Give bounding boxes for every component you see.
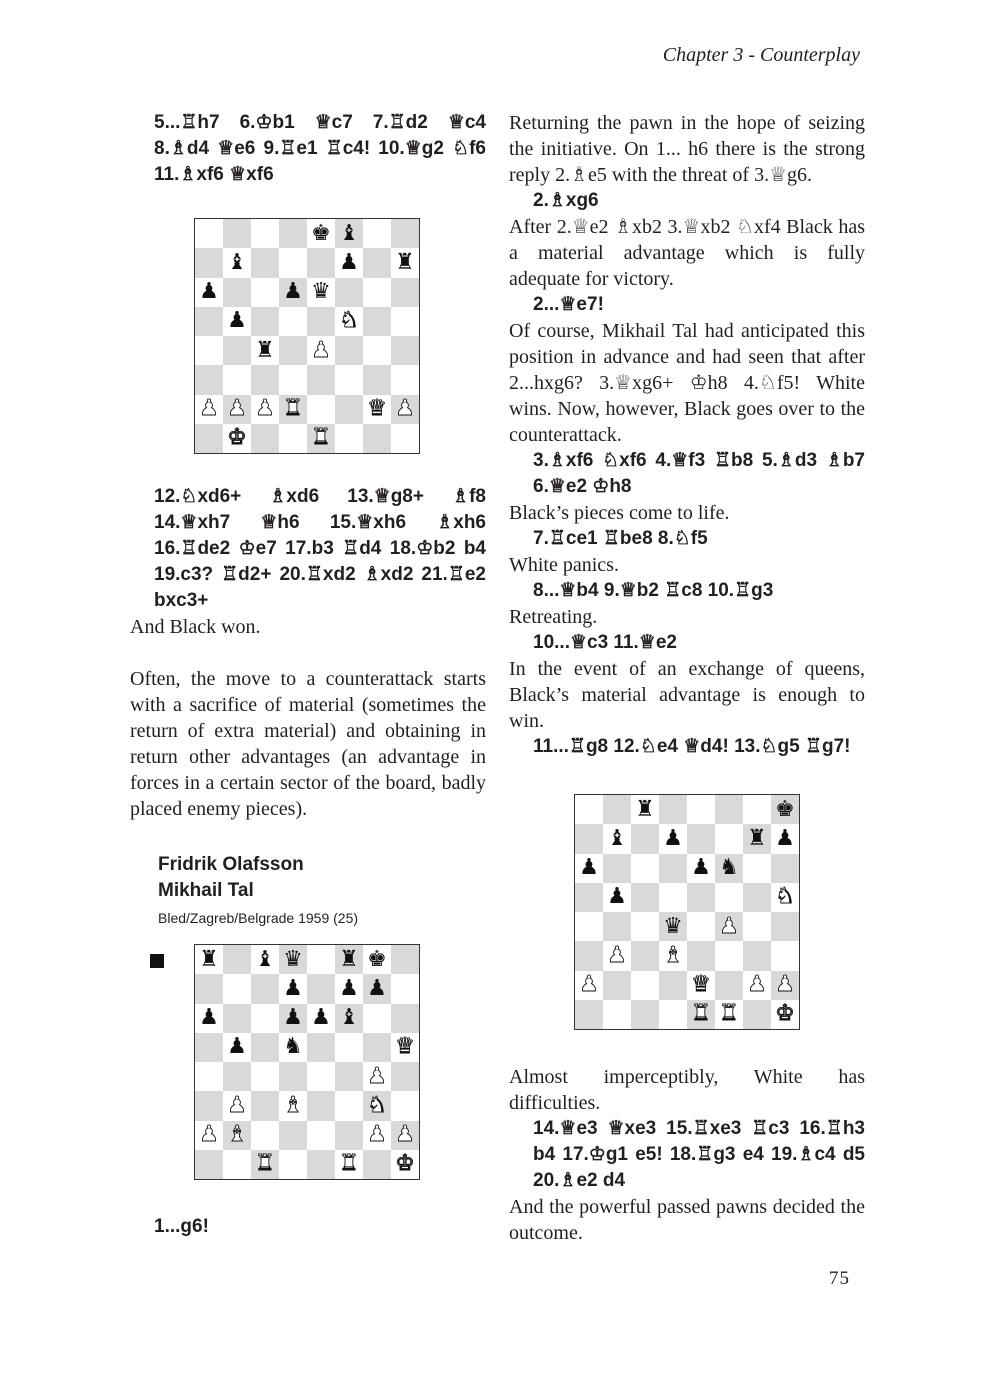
board-square: [391, 1091, 419, 1120]
black-pawn-icon: ♟: [227, 1034, 247, 1060]
board-square: [279, 1091, 307, 1120]
board-square: [687, 912, 715, 941]
board-square: [307, 1004, 335, 1033]
board-square: [771, 795, 799, 824]
board-square: [687, 824, 715, 853]
board-square: [251, 1062, 279, 1091]
board-square: [659, 1000, 687, 1029]
board-square: [279, 1033, 307, 1062]
black-king-icon: ♚: [311, 220, 331, 246]
white-queen-icon: ♛: [691, 972, 711, 998]
black-bishop-icon: ♝: [255, 946, 275, 972]
white-pawn-icon: ♟: [367, 1122, 387, 1148]
white-pawn-icon: ♟: [255, 396, 275, 422]
board-square: [335, 278, 363, 307]
board-square: [307, 974, 335, 1003]
black-to-move-marker: [150, 954, 164, 968]
board-square: [307, 1033, 335, 1062]
white-bishop-icon: ♝: [663, 942, 683, 968]
white-pawn-icon: ♟: [199, 1122, 219, 1148]
board-square: [743, 824, 771, 853]
board-square: [771, 1000, 799, 1029]
moves-text: 7.♖ce1 ♖be8 8.♘f5: [533, 528, 708, 549]
board-square: [715, 941, 743, 970]
board-square: [335, 248, 363, 277]
board-square: [391, 974, 419, 1003]
white-pawn-icon: ♟: [719, 913, 739, 939]
board-square: [659, 824, 687, 853]
board-square: [575, 1000, 603, 1029]
board-square: [307, 1121, 335, 1150]
white-knight-icon: ♞: [775, 884, 795, 910]
white-pawn-icon: ♟: [579, 972, 599, 998]
board-square: [195, 307, 223, 336]
board-square: [195, 945, 223, 974]
board-square: [279, 219, 307, 248]
board-square: [279, 1004, 307, 1033]
board-square: [279, 248, 307, 277]
moves-text: 1...g6!: [154, 1216, 209, 1237]
white-pawn-icon: ♟: [607, 942, 627, 968]
black-pawn-icon: ♟: [339, 975, 359, 1001]
board-square: [391, 248, 419, 277]
board-square: [335, 1033, 363, 1062]
board-square: [771, 912, 799, 941]
white-pawn-icon: ♟: [199, 396, 219, 422]
board-square: [223, 1121, 251, 1150]
moves-text: 2...♕e7!: [533, 294, 604, 315]
board-square: [195, 974, 223, 1003]
moves-text: 12.♘xd6+ ♗xd6 13.♕g8+ ♗f8 14.♕xh7 ♕h6 15.♕xh6 ♗xh6 16.♖de2 ♔e7 17.b3 ♖d4 18.♔b2 b4 19.c3? ♖d2+ 20.♖xd2 ♗xd2 21.♖e2 bxc3+: [154, 486, 486, 611]
paragraph: And Black won.: [130, 616, 261, 638]
black-bishop-icon: ♝: [227, 249, 247, 275]
paragraph: Retreating.: [509, 606, 598, 628]
board-square: [603, 854, 631, 883]
board-square: [307, 395, 335, 424]
board-square: [743, 795, 771, 824]
board-square: [307, 248, 335, 277]
board-square: [279, 945, 307, 974]
board-square: [223, 395, 251, 424]
white-king-icon: ♚: [395, 1151, 415, 1177]
board-square: [603, 912, 631, 941]
board-square: [363, 365, 391, 394]
board-square: [363, 219, 391, 248]
board-square: [251, 1004, 279, 1033]
black-queen-icon: ♛: [283, 946, 303, 972]
board-square: [771, 824, 799, 853]
board-square: [307, 945, 335, 974]
board-square: [195, 278, 223, 307]
board-square: [715, 854, 743, 883]
white-pawn-icon: ♟: [395, 396, 415, 422]
white-pawn-icon: ♟: [395, 1122, 415, 1148]
black-pawn-icon: ♟: [227, 308, 247, 334]
board-square: [603, 883, 631, 912]
paragraph: After 2.♕e2 ♗xb2 3.♕xb2 ♘xf4 Black has a material advantage which is fully adequate for victory.: [509, 216, 865, 290]
white-queen-icon: ♛: [367, 396, 387, 422]
paragraph: And the powerful passed pawns decided the outcome.: [509, 1196, 865, 1244]
board-square: [335, 945, 363, 974]
board-square: [279, 974, 307, 1003]
black-pawn-icon: ♟: [607, 884, 627, 910]
chess-diagram-3: [574, 794, 800, 1030]
board-square: [307, 1091, 335, 1120]
board-square: [391, 1150, 419, 1179]
white-rook-icon: ♜: [719, 1001, 739, 1027]
black-bishop-icon: ♝: [339, 1005, 359, 1031]
board-square: [251, 278, 279, 307]
board-square: [715, 824, 743, 853]
board-square: [195, 1121, 223, 1150]
board-square: [307, 278, 335, 307]
board-square: [363, 974, 391, 1003]
board-square: [743, 854, 771, 883]
black-player: Mikhail Tal: [158, 880, 254, 901]
board-square: [391, 278, 419, 307]
board-square: [223, 336, 251, 365]
black-knight-icon: ♞: [283, 1034, 303, 1060]
board-square: [223, 424, 251, 453]
board-square: [687, 941, 715, 970]
board-square: [223, 248, 251, 277]
board-square: [223, 1150, 251, 1179]
board-square: [335, 1004, 363, 1033]
board-square: [251, 1091, 279, 1120]
board-square: [659, 883, 687, 912]
board-square: [195, 1004, 223, 1033]
board-square: [391, 1062, 419, 1091]
board-square: [391, 395, 419, 424]
white-pawn-icon: ♟: [227, 396, 247, 422]
black-king-icon: ♚: [367, 946, 387, 972]
moves-text: 5...♖h7 6.♔b1 ♕c7 7.♖d2 ♕c4 8.♗d4 ♕e6 9.♖e1 ♖c4! 10.♕g2 ♘f6 11.♗xf6 ♕xf6: [154, 112, 486, 185]
board-square: [195, 1150, 223, 1179]
moves-text: 11...♖g8 12.♘e4 ♕d4! 13.♘g5 ♖g7!: [533, 736, 851, 757]
board-square: [363, 1033, 391, 1062]
white-pawn-icon: ♟: [367, 1063, 387, 1089]
event-label: Bled/Zagreb/Belgrade 1959 (25): [158, 910, 359, 926]
board-square: [363, 1062, 391, 1091]
moves-text: 10...♕c3 11.♕e2: [533, 632, 677, 653]
white-knight-icon: ♞: [339, 308, 359, 334]
board-square: [195, 395, 223, 424]
board-square: [307, 307, 335, 336]
board-square: [687, 883, 715, 912]
board-square: [335, 336, 363, 365]
board-square: [631, 854, 659, 883]
black-bishop-icon: ♝: [607, 825, 627, 851]
white-knight-icon: ♞: [367, 1092, 387, 1118]
black-rook-icon: ♜: [395, 249, 415, 275]
running-header: Chapter 3 - Counterplay: [662, 44, 860, 66]
board-square: [307, 1062, 335, 1091]
board-square: [659, 971, 687, 1000]
board-square: [363, 278, 391, 307]
white-pawn-icon: ♟: [775, 972, 795, 998]
board-square: [223, 1004, 251, 1033]
board-square: [223, 219, 251, 248]
board-square: [335, 974, 363, 1003]
left-column: [130, 110, 486, 1240]
black-queen-icon: ♛: [311, 279, 331, 305]
board-square: [195, 1062, 223, 1091]
board-square: [363, 1121, 391, 1150]
black-pawn-icon: ♟: [283, 279, 303, 305]
board-square: [251, 1033, 279, 1062]
board-square: [363, 1091, 391, 1120]
board-square: [223, 1091, 251, 1120]
board-square: [603, 1000, 631, 1029]
moves-text: 3.♗xf6 ♘xf6 4.♕f3 ♖b8 5.♗d3 ♗b7 6.♕e2 ♔h8: [533, 450, 865, 497]
board-square: [391, 1121, 419, 1150]
board-square: [195, 336, 223, 365]
board-square: [659, 912, 687, 941]
moves-text: 2.♗xg6: [533, 190, 599, 211]
paragraph: Of course, Mikhail Tal had anticipated this position in advance and had seen that after 2...hxg6? 3.♕xg6+ ♔h8 4.♘f5! White wins. Now, however, Black goes over to the counterattack.: [509, 320, 865, 446]
black-pawn-icon: ♟: [199, 1005, 219, 1031]
board-square: [391, 1004, 419, 1033]
white-queen-icon: ♛: [395, 1034, 415, 1060]
board-square: [715, 912, 743, 941]
board-square: [335, 1091, 363, 1120]
black-pawn-icon: ♟: [775, 825, 795, 851]
board-square: [687, 795, 715, 824]
white-rook-icon: ♜: [255, 1151, 275, 1177]
board-square: [363, 1004, 391, 1033]
board-square: [391, 945, 419, 974]
board-square: [223, 1062, 251, 1091]
board-square: [771, 883, 799, 912]
black-bishop-icon: ♝: [339, 220, 359, 246]
board-square: [251, 365, 279, 394]
board-square: [279, 1121, 307, 1150]
black-pawn-icon: ♟: [663, 825, 683, 851]
board-square: [251, 219, 279, 248]
black-rook-icon: ♜: [255, 337, 275, 363]
white-pawn-icon: ♟: [227, 1092, 247, 1118]
board-square: [363, 336, 391, 365]
chess-diagram-2: [194, 944, 420, 1180]
board-square: [279, 336, 307, 365]
board-square: [631, 941, 659, 970]
white-rook-icon: ♜: [691, 1001, 711, 1027]
board-square: [335, 307, 363, 336]
white-pawn-icon: ♟: [311, 337, 331, 363]
chess-diagram-1: [194, 218, 420, 454]
board-square: [363, 395, 391, 424]
white-player: Fridrik Olafsson: [158, 854, 304, 875]
board-square: [771, 971, 799, 1000]
board-square: [279, 1062, 307, 1091]
paragraph: Almost imperceptibly, White has difficulties.: [509, 1066, 865, 1114]
board-square: [659, 795, 687, 824]
board-square: [223, 278, 251, 307]
black-rook-icon: ♜: [199, 946, 219, 972]
board-square: [251, 1121, 279, 1150]
board-square: [335, 365, 363, 394]
black-pawn-icon: ♟: [283, 975, 303, 1001]
white-king-icon: ♚: [775, 1001, 795, 1027]
moves-text: 8...♕b4 9.♕b2 ♖c8 10.♖g3: [533, 580, 774, 601]
board-square: [575, 971, 603, 1000]
board-square: [391, 424, 419, 453]
board-square: [279, 424, 307, 453]
board-square: [743, 971, 771, 1000]
board-square: [223, 365, 251, 394]
board-square: [251, 307, 279, 336]
paragraph: Black’s pieces come to life.: [509, 502, 730, 524]
page-number: 75: [829, 1268, 850, 1289]
black-rook-icon: ♜: [747, 825, 767, 851]
board-square: [771, 941, 799, 970]
moves-text: 14.♕e3 ♕xe3 15.♖xe3 ♖c3 16.♖h3 b4 17.♔g1 e5! 18.♖g3 e4 19.♗c4 d5 20.♗e2 d4: [533, 1118, 865, 1191]
paragraph: Often, the move to a counterattack starts with a sacrifice of material (sometimes the return of extra material) and obtaining in return other advantages (an advantage in forces in a certain sector of the board, badly placed enemy pieces).: [130, 668, 486, 820]
board-square: [195, 248, 223, 277]
black-pawn-icon: ♟: [339, 249, 359, 275]
board-square: [279, 395, 307, 424]
black-pawn-icon: ♟: [367, 975, 387, 1001]
white-king-icon: ♚: [227, 425, 247, 451]
board-square: [575, 883, 603, 912]
board-square: [391, 219, 419, 248]
board-square: [195, 1091, 223, 1120]
white-rook-icon: ♜: [283, 396, 303, 422]
board-square: [743, 912, 771, 941]
board-square: [279, 307, 307, 336]
board-square: [335, 1150, 363, 1179]
board-square: [715, 795, 743, 824]
board-square: [743, 883, 771, 912]
board-square: [223, 945, 251, 974]
board-square: [603, 971, 631, 1000]
board-square: [307, 365, 335, 394]
black-knight-icon: ♞: [719, 855, 739, 881]
black-pawn-icon: ♟: [311, 1005, 331, 1031]
board-square: [603, 824, 631, 853]
board-square: [251, 336, 279, 365]
white-bishop-icon: ♝: [283, 1092, 303, 1118]
board-square: [335, 424, 363, 453]
board-square: [631, 1000, 659, 1029]
board-square: [391, 307, 419, 336]
board-square: [251, 395, 279, 424]
board-square: [251, 424, 279, 453]
board-square: [391, 365, 419, 394]
game-header: [130, 852, 486, 926]
black-pawn-icon: ♟: [199, 279, 219, 305]
board-square: [743, 1000, 771, 1029]
board-square: [251, 1150, 279, 1179]
black-rook-icon: ♜: [339, 946, 359, 972]
paragraph: In the event of an exchange of queens, Black’s material advantage is enough to win.: [509, 658, 865, 732]
black-pawn-icon: ♟: [691, 855, 711, 881]
black-pawn-icon: ♟: [579, 855, 599, 881]
board-square: [575, 824, 603, 853]
board-square: [687, 1000, 715, 1029]
board-square: [687, 854, 715, 883]
board-square: [363, 307, 391, 336]
board-square: [687, 971, 715, 1000]
board-square: [659, 941, 687, 970]
board-square: [631, 971, 659, 1000]
paragraph: Returning the pawn in the hope of seizing the initiative. On 1... h6 there is the strong reply 2.♗e5 with the threat of 3.♕g6.: [509, 112, 865, 186]
board-square: [363, 945, 391, 974]
board-square: [251, 974, 279, 1003]
board-square: [391, 1033, 419, 1062]
board-square: [251, 248, 279, 277]
black-rook-icon: ♜: [635, 796, 655, 822]
board-square: [603, 795, 631, 824]
board-square: [715, 883, 743, 912]
paragraph: White panics.: [509, 554, 619, 576]
black-queen-icon: ♛: [663, 913, 683, 939]
board-square: [743, 941, 771, 970]
board-square: [307, 424, 335, 453]
board-square: [307, 336, 335, 365]
board-square: [335, 219, 363, 248]
board-square: [575, 941, 603, 970]
board-square: [363, 1150, 391, 1179]
white-rook-icon: ♜: [311, 425, 331, 451]
board-square: [631, 883, 659, 912]
board-square: [363, 248, 391, 277]
board-square: [279, 1150, 307, 1179]
board-square: [603, 941, 631, 970]
board-square: [223, 307, 251, 336]
board-square: [575, 854, 603, 883]
board-square: [659, 854, 687, 883]
board-square: [223, 974, 251, 1003]
white-rook-icon: ♜: [339, 1151, 359, 1177]
board-square: [307, 219, 335, 248]
board-square: [195, 219, 223, 248]
board-square: [631, 795, 659, 824]
board-square: [715, 1000, 743, 1029]
board-square: [631, 912, 659, 941]
board-square: [391, 336, 419, 365]
board-square: [251, 945, 279, 974]
white-bishop-icon: ♝: [227, 1122, 247, 1148]
board-square: [279, 365, 307, 394]
black-king-icon: ♚: [775, 796, 795, 822]
black-pawn-icon: ♟: [283, 1005, 303, 1031]
board-square: [335, 1062, 363, 1091]
board-square: [307, 1150, 335, 1179]
white-pawn-icon: ♟: [747, 972, 767, 998]
right-column: [509, 110, 865, 1246]
board-square: [575, 795, 603, 824]
board-square: [279, 278, 307, 307]
board-square: [631, 824, 659, 853]
board-square: [335, 395, 363, 424]
board-square: [575, 912, 603, 941]
board-square: [195, 1033, 223, 1062]
board-square: [195, 424, 223, 453]
board-square: [195, 365, 223, 394]
board-square: [363, 424, 391, 453]
board-square: [335, 1121, 363, 1150]
board-square: [223, 1033, 251, 1062]
board-square: [771, 854, 799, 883]
board-square: [715, 971, 743, 1000]
